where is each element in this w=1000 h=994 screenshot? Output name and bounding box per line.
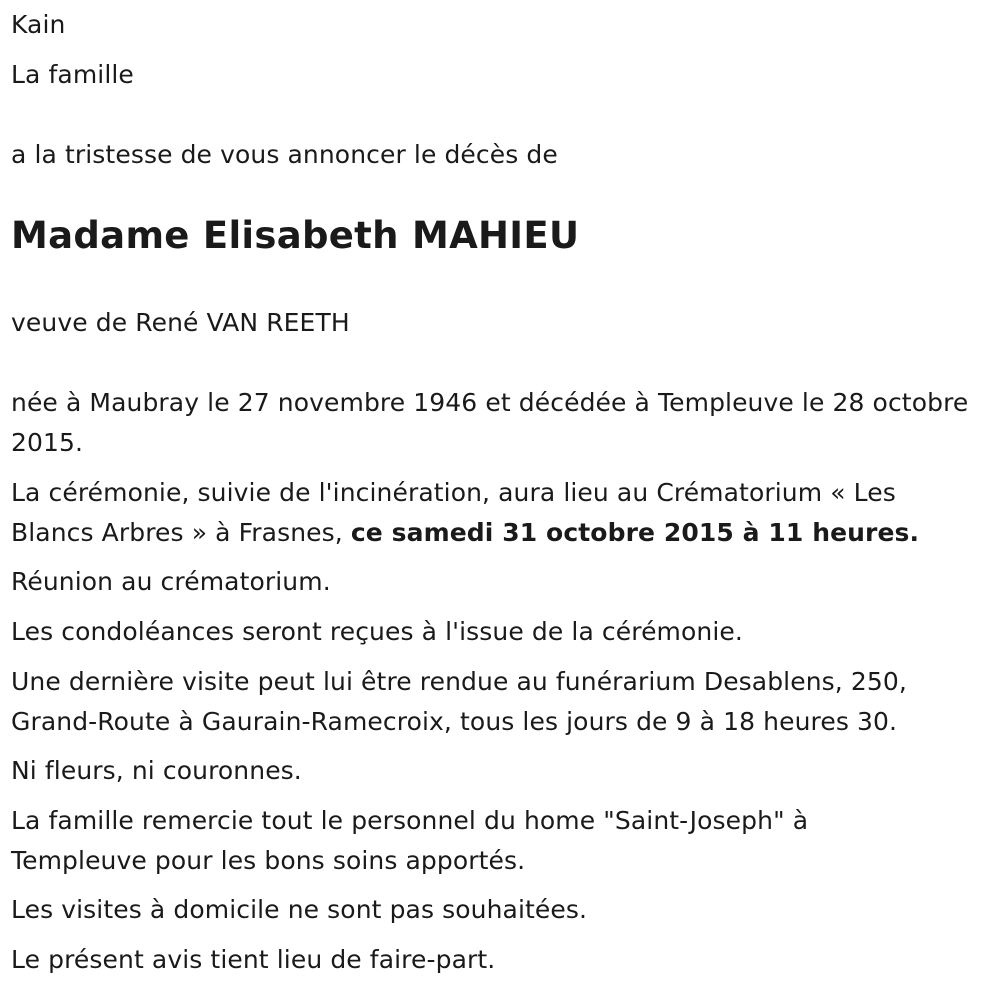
birth-death-text: née à Maubray le 27 novembre 1946 et décédée à Templeuve le 28 octobre 2015. [11, 388, 969, 457]
thanks-text: La famille remercie tout le personnel du home "Saint-Joseph" à Templeuve pour les bons soins apportés. [11, 806, 809, 875]
home-visits-text: Les visites à domicile ne sont pas souhaitées. [11, 895, 588, 924]
meeting-text: Réunion au crématorium. [11, 567, 331, 596]
ceremony-text: La cérémonie, suivie de l'incinération, aura lieu au Crématorium « Les Blancs Arbres » à Frasnes, [11, 478, 896, 547]
family-label: La famille [11, 60, 134, 89]
ceremony-datetime: ce samedi 31 octobre 2015 à 11 heures. [350, 518, 920, 547]
condolences-text: Les condoléances seront reçues à l'issue de la cérémonie. [11, 617, 743, 646]
announcement-text: a la tristesse de vous annoncer le décès de [11, 140, 558, 169]
ceremony-paragraph [11, 473, 971, 553]
last-visit-text: Une dernière visite peut lui être rendue au funérarium Desablens, 250, Grand-Route à Gaurain-Ramecroix, tous les jours de 9 à 18 heures 30. [11, 667, 907, 736]
city-label: Kain [11, 10, 66, 39]
notice-statement-text: Le présent avis tient lieu de faire-part. [11, 945, 496, 974]
no-flowers-text: Ni fleurs, ni couronnes. [11, 756, 302, 785]
deceased-name: Madame Elisabeth MAHIEU [11, 214, 580, 257]
spouse-text: veuve de René VAN REETH [11, 308, 350, 337]
